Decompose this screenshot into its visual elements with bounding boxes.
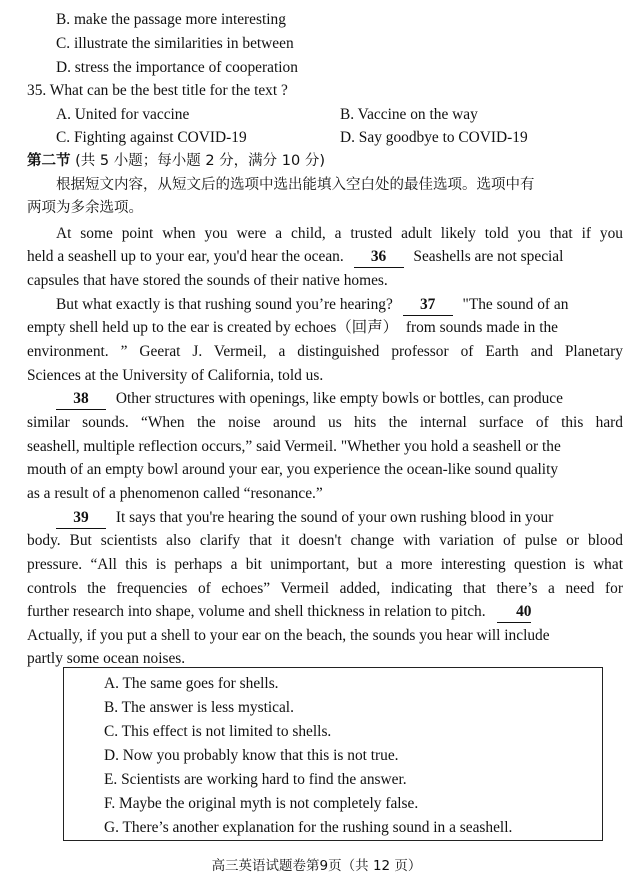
p3-line-5: as a result of a phenomenon called “resonance.” — [27, 485, 323, 502]
instruction-line-1: 根据短文内容，从短文后的选项中选出能填入空白处的最佳选项。选项中有 — [56, 177, 535, 193]
section-heading-line — [27, 151, 325, 171]
p3-line-2: similar sounds. “When the noise around us hits the internal surface of this hard — [27, 414, 623, 431]
p1-line-1: At some point when you were a child, a trusted adult likely told you that if you — [56, 225, 623, 242]
p2-line-1-text: But what exactly is that rushing sound you’re hearing? — [56, 296, 393, 313]
option-g: G. There’s another explanation for the rushing sound in a seashell. — [104, 819, 513, 836]
option-e: E. Scientists are working hard to find the answer. — [104, 771, 407, 788]
p4-line-5-text: further research into shape, volume and shell thickness in relation to pitch. — [27, 603, 486, 620]
instruction-line-2: 两项为多余选项。 — [27, 200, 143, 216]
p4-line-3: pressure. “All this is perhaps a bit unimportant, but a more interesting question is what — [27, 556, 623, 573]
blank-40: 40 — [497, 602, 531, 623]
option-d: D. Now you probably know that this is not true. — [104, 747, 399, 764]
p4-line-1-text: It says that you're hearing the sound of your own rushing blood in your — [115, 509, 554, 526]
q35-option-c: C. Fighting against COVID-19 — [56, 129, 247, 146]
q34-option-c: C. illustrate the similarities in between — [56, 35, 294, 52]
p4-line-5 — [27, 602, 531, 623]
page-footer: 高三英语试题卷第9页（共 12 页） — [211, 858, 422, 874]
q35-stem: 35. What can be the best title for the text ? — [27, 82, 288, 99]
p1-line-3: capsules that have stored the sounds of their native homes. — [27, 272, 388, 289]
blank-38: 38 — [56, 389, 106, 410]
q35-option-b: B. Vaccine on the way — [340, 106, 478, 123]
p1-line-2-text: held a seashell up to your ear, you'd hear the ocean. — [27, 248, 344, 265]
p3-line-1 — [56, 389, 563, 410]
option-b: B. The answer is less mystical. — [104, 699, 294, 716]
p2-line-1-text-b: "The sound of an — [462, 296, 569, 313]
p4-line-7: partly some ocean noises. — [27, 650, 186, 667]
p2-line-2-text: empty shell held up to the ear is created by echoes（回声） — [27, 319, 398, 336]
p4-line-2: body. But scientists also clarify that it doesn't change with variation of pulse or blood — [27, 532, 623, 549]
p2-line-2 — [27, 318, 558, 338]
p1-line-2 — [27, 247, 563, 268]
p1-line-2-text-b: Seashells are not special — [413, 248, 564, 265]
p4-line-1 — [56, 508, 553, 529]
section-heading: 第二节 — [27, 153, 71, 169]
blank-36: 36 — [354, 247, 404, 268]
p3-line-4: mouth of an empty bowl around your ear, you experience the ocean-like sound quality — [27, 461, 559, 478]
p2-line-3: environment. ” Geerat J. Vermeil, a distinguished professor of Earth and Planetary — [27, 343, 623, 360]
q35-option-a: A. United for vaccine — [56, 106, 190, 123]
p2-line-1 — [56, 295, 568, 316]
p4-line-4: controls the frequencies of echoes” Vermeil added, indicating that there’s a need for — [27, 580, 623, 597]
blank-37: 37 — [403, 295, 453, 316]
p3-line-3: seashell, multiple reflection occurs,” said Vermeil. "Whether you hold a seashell or the — [27, 438, 561, 455]
section-heading-note: (共 5 小题；每小题 2 分，满分 10 分) — [75, 153, 325, 169]
p2-line-2-text-b: from sounds made in the — [405, 319, 559, 336]
q34-option-b: B. make the passage more interesting — [56, 11, 286, 28]
q34-option-d: D. stress the importance of cooperation — [56, 59, 298, 76]
option-f: F. Maybe the original myth is not completely false. — [104, 795, 419, 812]
p2-line-4: Sciences at the University of California, told us. — [27, 367, 324, 384]
p3-line-1-text: Other structures with openings, like empty bowls or bottles, can produce — [115, 390, 563, 407]
option-c: C. This effect is not limited to shells. — [104, 723, 332, 740]
option-a: A. The same goes for shells. — [104, 675, 279, 692]
p4-line-6: Actually, if you put a shell to your ear on the beach, the sounds you hear will include — [27, 627, 550, 644]
blank-39: 39 — [56, 508, 106, 529]
q35-option-d: D. Say goodbye to COVID-19 — [340, 129, 528, 146]
options-box — [63, 667, 603, 841]
